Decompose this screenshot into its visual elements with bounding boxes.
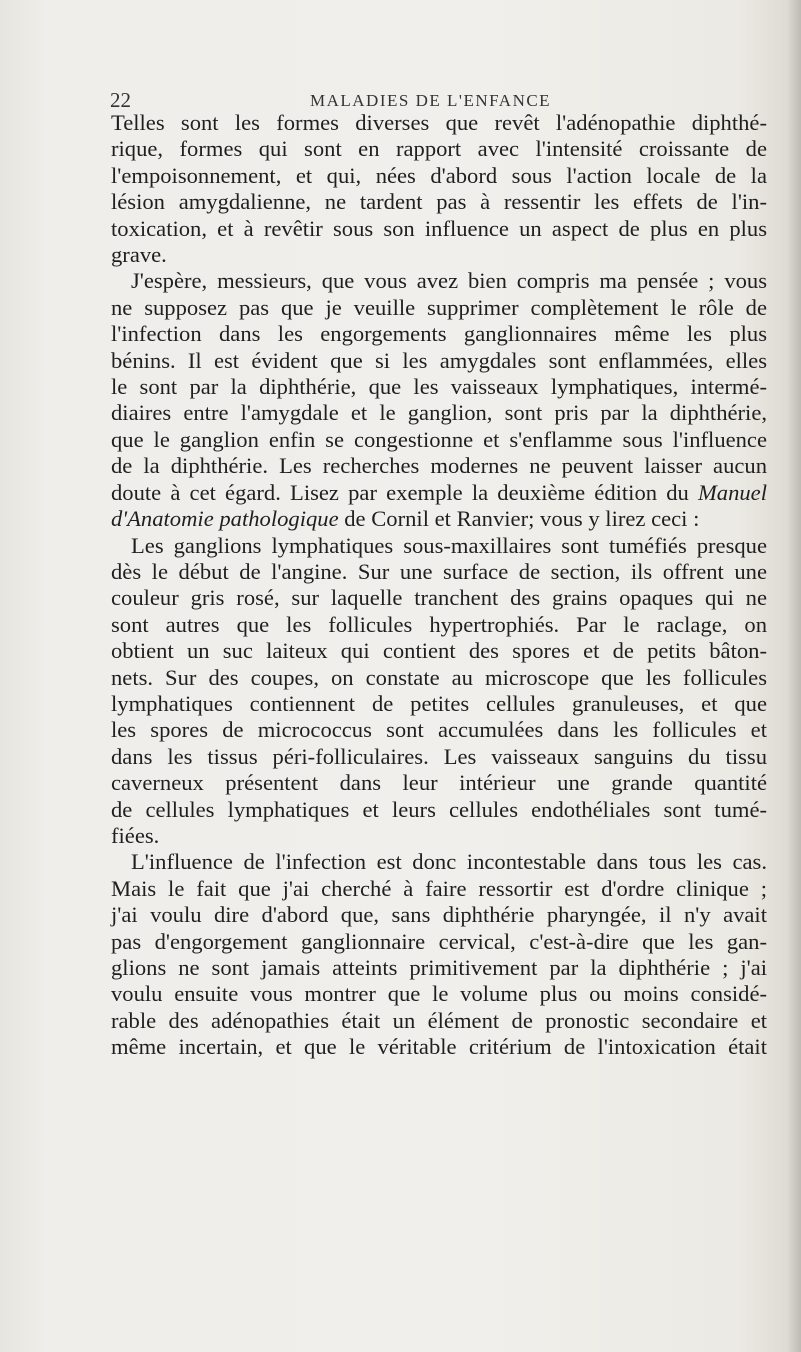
text-line: Mais le fait que j'ai cherché à faire ressortir est d'ordre clinique ; (111, 875, 767, 901)
text-line: de la diphthérie. Les recherches modernes ne peuvent laisser aucun (111, 453, 767, 479)
paragraph-3-quotation (111, 533, 767, 850)
text-line: dès le début de l'angine. Sur une surface de section, ils offrent une (111, 558, 767, 584)
text-line: de cellules lymphatiques et leurs cellules endothéliales sont tumé- (111, 796, 767, 822)
book-title-italic: d'Anatomie pathologique (111, 506, 339, 532)
text-line: lésion amygdalienne, ne tardent pas à ressentir les effets de l'in- (111, 189, 767, 215)
text-line: j'ai voulu dire d'abord que, sans diphthérie pharyngée, il n'y avait (111, 902, 767, 928)
text-line: J'espère, messieurs, que vous avez bien compris ma pensée ; vous (131, 268, 767, 294)
text-line: voulu ensuite vous montrer que le volume plus ou moins considé- (111, 981, 767, 1007)
text-line: fiées. (111, 822, 160, 848)
text-line: Les ganglions lymphatiques sous-maxillaires sont tuméfiés presque (131, 532, 767, 558)
text-line: le sont par la diphthérie, que les vaisseaux lymphatiques, intermé- (111, 374, 767, 400)
paragraph-2 (111, 268, 767, 532)
text-line: pas d'engorgement ganglionnaire cervical, c'est-à-dire que les gan- (111, 928, 767, 954)
text-line: rable des adénopathies était un élément de pronostic secondaire et (111, 1007, 767, 1033)
running-head: MALADIES DE L'ENFANCE (310, 91, 552, 110)
text-line: Telles sont les formes diverses que revêt l'adénopathie diphthé- (111, 110, 767, 135)
text-line: sont autres que les follicules hypertrophiés. Par le raclage, on (111, 611, 767, 637)
text-line-with-italic (111, 506, 767, 532)
text-line: bénins. Il est évident que si les amygdales sont enflammées, elles (111, 347, 767, 373)
page-edge-shadow (787, 0, 801, 1352)
paragraph-4 (111, 849, 767, 1060)
text-line: ne supposez pas que je veuille supprimer complètement le rôle de (111, 294, 767, 320)
text-line: toxication, et à revêtir sous son influence un aspect de plus en plus (111, 215, 767, 241)
text-line-with-italic (111, 480, 767, 506)
text-line: dans les tissus péri-folliculaires. Les vaisseaux sanguins du tissu (111, 743, 767, 769)
text-line: l'infection dans les engorgements ganglionnaires même les plus (111, 321, 767, 347)
text-line: nets. Sur des coupes, on constate au microscope que les follicules (111, 664, 767, 690)
text-line: les spores de micrococcus sont accumulées dans les follicules et (111, 717, 767, 743)
text-line: rique, formes qui sont en rapport avec l'intensité croissante de (111, 136, 767, 162)
text-line: diaires entre l'amygdale et le ganglion, sont pris par la diphthérie, (111, 400, 767, 426)
text-line: l'empoisonnement, et qui, nées d'abord sous l'action locale de la (111, 162, 767, 188)
paragraph-1 (111, 110, 767, 268)
text-line: lymphatiques contiennent de petites cellules granuleuses, et que (111, 690, 767, 716)
text-line: même incertain, et que le véritable critérium de l'intoxication était (111, 1034, 767, 1060)
text-line: L'influence de l'infection est donc incontestable dans tous les cas. (131, 849, 767, 875)
text-run: de Cornil et Ranvier; vous y lirez ceci : (338, 506, 700, 532)
text-line: caverneux présentent dans leur intérieur une grande quantité (111, 770, 767, 796)
text-line: couleur gris rosé, sur laquelle tranchent des grains opaques qui ne (111, 585, 767, 611)
body-text (111, 110, 767, 1061)
text-line: que le ganglion enfin se congestionne et s'enflamme sous l'influence (111, 426, 767, 452)
page-number: 22 (110, 88, 131, 112)
book-title-italic: Manuel (697, 479, 767, 505)
text-line: grave. (111, 242, 167, 268)
text-run: doute à cet égard. Lisez par exemple la deuxième édition du (111, 479, 698, 505)
text-line: glions ne sont jamais atteints primitivement par la diphthérie ; j'ai (111, 955, 767, 980)
text-line: obtient un suc laiteux qui contient des spores et de petits bâton- (111, 638, 767, 664)
